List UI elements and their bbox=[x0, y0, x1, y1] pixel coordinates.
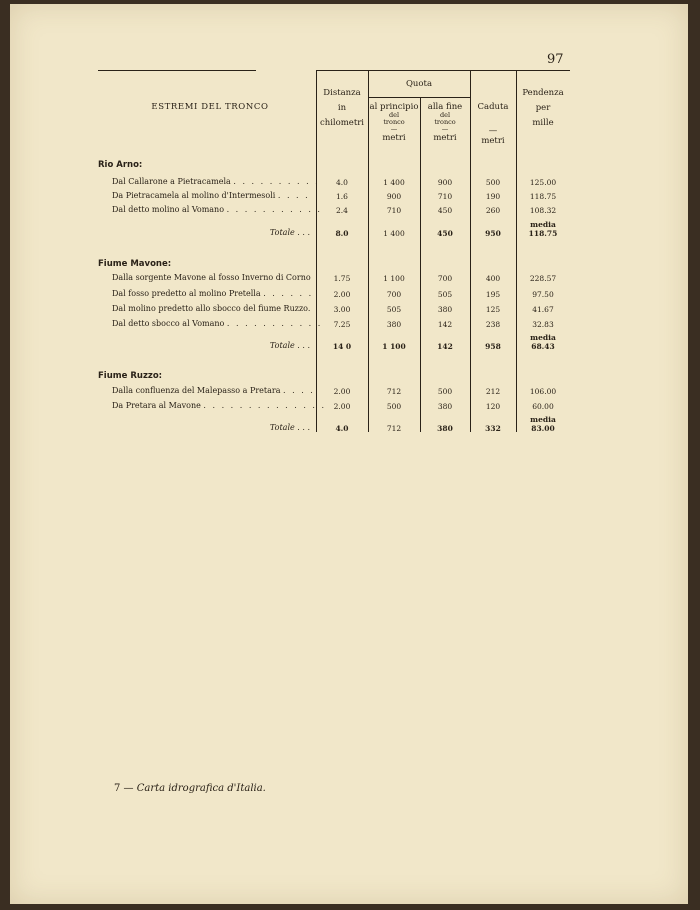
cell-fine: 505 bbox=[437, 290, 453, 299]
total-pendenza: 83.00 bbox=[531, 424, 555, 433]
cell-principio: 1 400 bbox=[383, 178, 405, 187]
cell-principio: 380 bbox=[386, 320, 402, 329]
cell-fine: 500 bbox=[437, 387, 453, 396]
page-number: 97 bbox=[547, 52, 564, 67]
cell-principio: 500 bbox=[386, 402, 402, 411]
total-pendenza: 68.43 bbox=[531, 342, 555, 351]
cell-pendenza: 118.75 bbox=[529, 192, 557, 201]
section-title: Rio Arno: bbox=[98, 160, 143, 170]
cell-fine: 710 bbox=[437, 192, 453, 201]
cell-distanza: 2.4 bbox=[336, 206, 348, 215]
cell-pendenza: 228.57 bbox=[529, 274, 557, 283]
cell-pendenza: 32.83 bbox=[532, 320, 554, 329]
row-label: Da Pretara al Mavone . . . . . . . . . . . . . . bbox=[112, 401, 327, 410]
header-fine: alla fine del tronco — metri bbox=[427, 102, 463, 143]
total-label: Totale . . . bbox=[269, 228, 310, 237]
cell-caduta: 212 bbox=[485, 387, 501, 396]
footer-note: 7 — Carta idrografica d'Italia. bbox=[114, 783, 266, 794]
total-caduta: 958 bbox=[485, 342, 501, 351]
total-distanza: 4.0 bbox=[335, 424, 349, 433]
header-principio: al principio del tronco — metri bbox=[369, 102, 419, 143]
cell-pendenza: 106.00 bbox=[529, 387, 557, 396]
total-caduta: 950 bbox=[485, 229, 501, 238]
section-title: Fiume Ruzzo: bbox=[98, 371, 163, 381]
total-principio: 1 100 bbox=[382, 342, 406, 351]
cell-caduta: 260 bbox=[485, 206, 501, 215]
cell-caduta: 190 bbox=[485, 192, 501, 201]
cell-pendenza: 60.00 bbox=[532, 402, 554, 411]
column-divider bbox=[420, 97, 421, 432]
total-media-label: media bbox=[530, 220, 556, 229]
cell-fine: 380 bbox=[437, 402, 453, 411]
total-pendenza: 118.75 bbox=[528, 229, 558, 238]
cell-fine: 900 bbox=[437, 178, 453, 187]
total-fine: 450 bbox=[437, 229, 453, 238]
row-label: Dal fosso predetto al molino Pretella . . . . . . bbox=[112, 289, 314, 298]
total-principio: 1 400 bbox=[383, 229, 405, 238]
cell-fine: 450 bbox=[437, 206, 453, 215]
cell-principio: 710 bbox=[386, 206, 402, 215]
cell-caduta: 500 bbox=[485, 178, 501, 187]
total-media-label: media bbox=[530, 333, 556, 342]
total-fine: 380 bbox=[437, 424, 453, 433]
section-title: Fiume Mavone: bbox=[98, 259, 172, 269]
cell-distanza: 4.0 bbox=[336, 178, 348, 187]
total-caduta: 332 bbox=[485, 424, 501, 433]
total-principio: 712 bbox=[386, 424, 402, 433]
cell-caduta: 120 bbox=[485, 402, 501, 411]
header-quota: Quota bbox=[405, 79, 433, 89]
cell-distanza: 2.00 bbox=[333, 402, 351, 411]
header-title: ESTREMI DEL TRONCO bbox=[151, 102, 269, 112]
header-pendenza: Pendenza per mille bbox=[522, 88, 564, 128]
cell-principio: 712 bbox=[386, 387, 402, 396]
total-fine: 142 bbox=[437, 342, 453, 351]
cell-pendenza: 97.50 bbox=[532, 290, 554, 299]
header-caduta: Caduta — metri bbox=[477, 102, 509, 146]
cell-distanza: 1.75 bbox=[333, 274, 351, 283]
total-distanza: 14 0 bbox=[332, 342, 352, 351]
cell-principio: 700 bbox=[386, 290, 402, 299]
row-label: Dalla confluenza del Malepasso a Pretara . . . . bbox=[112, 386, 315, 395]
total-distanza: 8.0 bbox=[335, 229, 349, 238]
total-label: Totale . . . bbox=[269, 423, 310, 432]
cell-caduta: 125 bbox=[485, 305, 501, 314]
cell-fine: 380 bbox=[437, 305, 453, 314]
cell-caduta: 400 bbox=[485, 274, 501, 283]
row-label: Da Pietracamela al molino d'Intermesoli . . . . bbox=[112, 191, 310, 200]
total-label: Totale . . . bbox=[269, 341, 310, 350]
cell-distanza: 2.00 bbox=[333, 290, 351, 299]
cell-caduta: 195 bbox=[485, 290, 501, 299]
cell-fine: 700 bbox=[437, 274, 453, 283]
cell-pendenza: 108.32 bbox=[529, 206, 557, 215]
quota-underline bbox=[368, 97, 470, 98]
top-rule bbox=[98, 70, 256, 71]
row-label: Dalla sorgente Mavone al fosso Inverno di Corno bbox=[112, 273, 311, 282]
row-label: Dal detto molino al Vomano . . . . . . . . . . . bbox=[112, 205, 322, 214]
cell-distanza: 7.25 bbox=[333, 320, 351, 329]
cell-distanza: 1.6 bbox=[336, 192, 348, 201]
header-top-line bbox=[316, 70, 570, 71]
cell-distanza: 2.00 bbox=[333, 387, 351, 396]
cell-principio: 1 100 bbox=[383, 274, 405, 283]
document-page bbox=[10, 4, 688, 904]
row-label: Dal molino predetto allo sbocco del fiume Ruzzo. bbox=[112, 304, 311, 313]
row-label: Dal detto sbocco al Vomano . . . . . . . . . . . bbox=[112, 319, 323, 328]
cell-principio: 505 bbox=[386, 305, 402, 314]
header-distanza: Distanza in chilometri bbox=[319, 88, 365, 128]
cell-fine: 142 bbox=[437, 320, 453, 329]
row-label: Dal Callarone a Pietracamela . . . . . . . . . . bbox=[112, 177, 320, 186]
cell-pendenza: 125.00 bbox=[529, 178, 557, 187]
cell-distanza: 3.00 bbox=[333, 305, 351, 314]
cell-caduta: 238 bbox=[485, 320, 501, 329]
cell-principio: 900 bbox=[386, 192, 402, 201]
total-media-label: media bbox=[530, 415, 556, 424]
cell-pendenza: 41.67 bbox=[532, 305, 554, 314]
